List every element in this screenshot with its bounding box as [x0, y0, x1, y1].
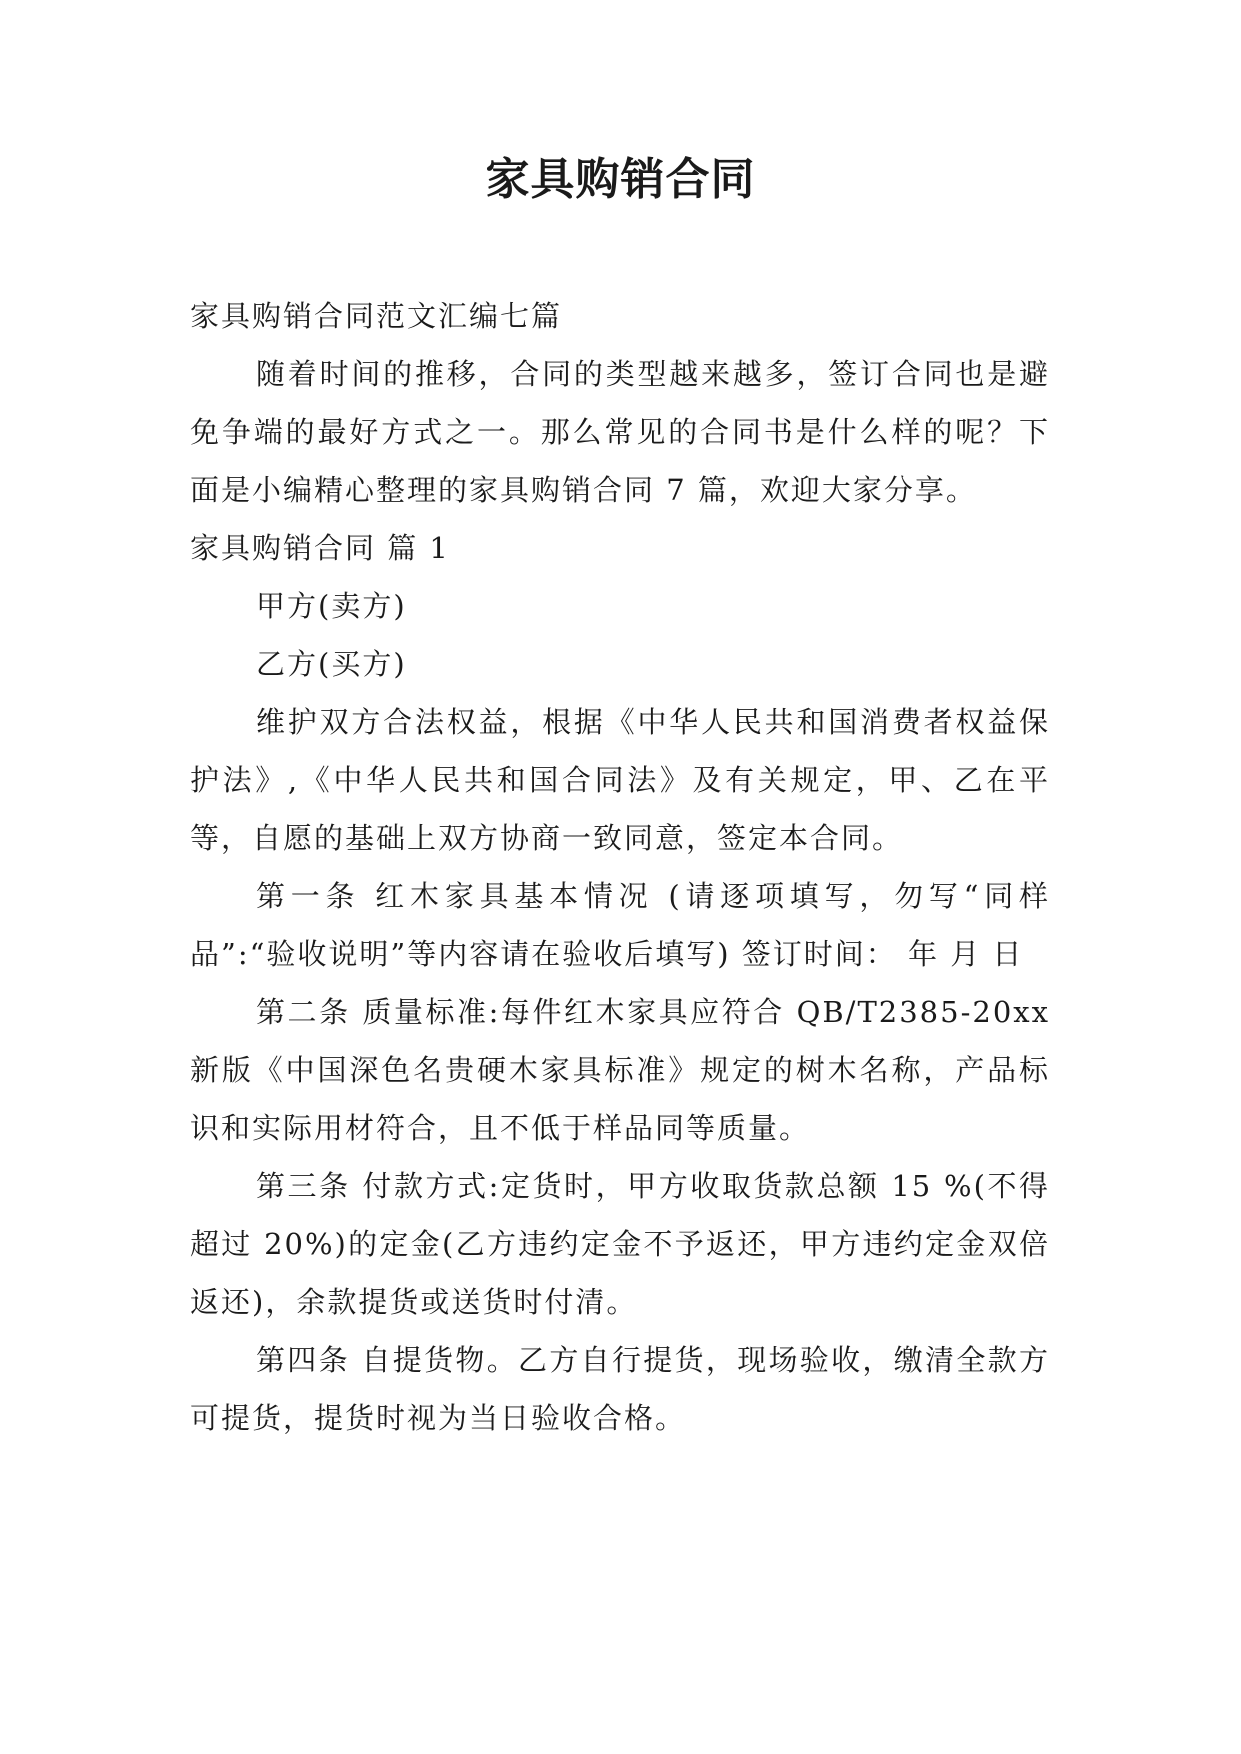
article-2-paragraph: 第二条 质量标准:每件红木家具应符合 QB/T2385-20xx 新版《中国深色名贵硬木家具标准》规定的树木名称，产品标识和实际用材符合，且不低于样品同等质量。 — [190, 995, 1050, 1145]
collection-heading: 家具购销合同范文汇编七篇 — [190, 299, 563, 333]
article-4-paragraph: 第四条 自提货物。乙方自行提货，现场验收，缴清全款方可提货，提货时视为当日验收合格。 — [190, 1343, 1050, 1435]
document-body — [190, 287, 1050, 1447]
document-title: 家具购销合同 — [485, 154, 756, 205]
party-b-line: 乙方(买方) — [256, 647, 407, 681]
party-a-line: 甲方(卖方) — [256, 589, 407, 623]
article-3-paragraph: 第三条 付款方式:定货时，甲方收取货款总额 15 %(不得超过 20%)的定金(乙方违约定金不予返还，甲方违约定金双倍返还)，余款提货或送货时付清。 — [190, 1169, 1050, 1319]
contract-section-heading: 家具购销合同 篇 1 — [190, 531, 450, 565]
article-1-paragraph: 第一条 红木家具基本情况 (请逐项填写，勿写“同样品”:“验收说明”等内容请在验收后填写) 签订时间： 年 月 日 — [190, 879, 1050, 971]
preamble-paragraph: 维护双方合法权益，根据《中华人民共和国消费者权益保护法》,《中华人民共和国合同法》及有关规定，甲、乙在平等，自愿的基础上双方协商一致同意，签定本合同。 — [190, 705, 1050, 855]
intro-paragraph: 随着时间的推移，合同的类型越来越多，签订合同也是避免争端的最好方式之一。那么常见的合同书是什么样的呢？下面是小编精心整理的家具购销合同 7 篇，欢迎大家分享。 — [190, 357, 1050, 507]
